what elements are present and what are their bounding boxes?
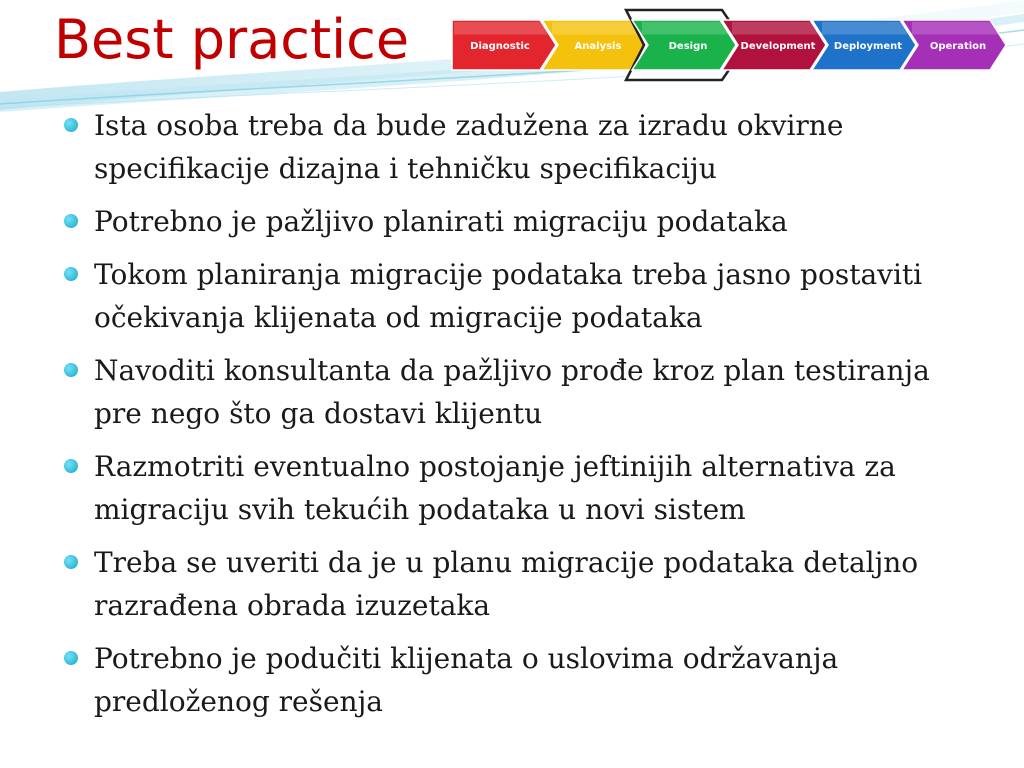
bullet-text: Razmotriti eventualno postojanje jeftinijih alternativa za migraciju svih tekućih podataka u novi sistem bbox=[94, 450, 896, 526]
bullet-text: Potrebno je podučiti klijenata o uslovima održavanja predloženog rešenja bbox=[94, 642, 839, 718]
process-step-label: Development bbox=[740, 41, 816, 52]
chevron-gloss bbox=[642, 22, 728, 35]
process-step-development bbox=[722, 20, 826, 70]
bullet-dot-icon bbox=[64, 214, 78, 228]
bullet-text: Potrebno je pažljivo planirati migraciju podataka bbox=[94, 205, 788, 238]
chevron-gloss bbox=[822, 22, 908, 35]
bullet-dot-icon bbox=[64, 118, 78, 132]
process-step-label: Operation bbox=[929, 41, 987, 52]
chevron-gloss bbox=[732, 22, 818, 35]
bullet-dot-icon bbox=[64, 363, 78, 377]
process-step-label: Deployment bbox=[833, 41, 903, 52]
bullet-text: Tokom planiranja migracije podataka treba jasno postaviti očekivanja klijenata od migracije podataka bbox=[94, 258, 923, 334]
chevron-gloss bbox=[454, 22, 548, 35]
bullet-text: Ista osoba treba da bude zadužena za izradu okvirne specifikacije dizajna i tehničku specifikaciju bbox=[94, 109, 844, 185]
bullet-list bbox=[62, 104, 962, 733]
process-step-operation bbox=[902, 20, 1006, 70]
bullet-item bbox=[62, 637, 962, 723]
bullet-text: Navoditi konsultanta da pažljivo prođe kroz plan testiranja pre nego što ga dostavi klijentu bbox=[94, 354, 930, 430]
page-title: Best practice bbox=[54, 8, 410, 71]
process-step-label: Diagnostic bbox=[470, 41, 530, 52]
bullet-dot-icon bbox=[64, 651, 78, 665]
process-step-deployment bbox=[812, 20, 916, 70]
bullet-dot-icon bbox=[64, 555, 78, 569]
process-step-label: Analysis bbox=[574, 41, 622, 52]
process-step-analysis bbox=[542, 20, 646, 70]
chevron-gloss bbox=[912, 22, 998, 35]
bullet-item bbox=[62, 349, 962, 435]
bullet-item bbox=[62, 253, 962, 339]
bullet-dot-icon bbox=[64, 459, 78, 473]
process-step-diagnostic bbox=[452, 20, 556, 70]
bullet-item bbox=[62, 445, 962, 531]
bullet-dot-icon bbox=[64, 267, 78, 281]
bullet-item bbox=[62, 200, 962, 243]
bullet-text: Treba se uveriti da je u planu migracije podataka detaljno razrađena obrada izuzetaka bbox=[94, 546, 919, 622]
process-chevron-diagram bbox=[448, 6, 1008, 88]
process-step-label: Design bbox=[668, 41, 708, 52]
bullet-item bbox=[62, 541, 962, 627]
chevron-gloss bbox=[552, 22, 638, 35]
bullet-item bbox=[62, 104, 962, 190]
